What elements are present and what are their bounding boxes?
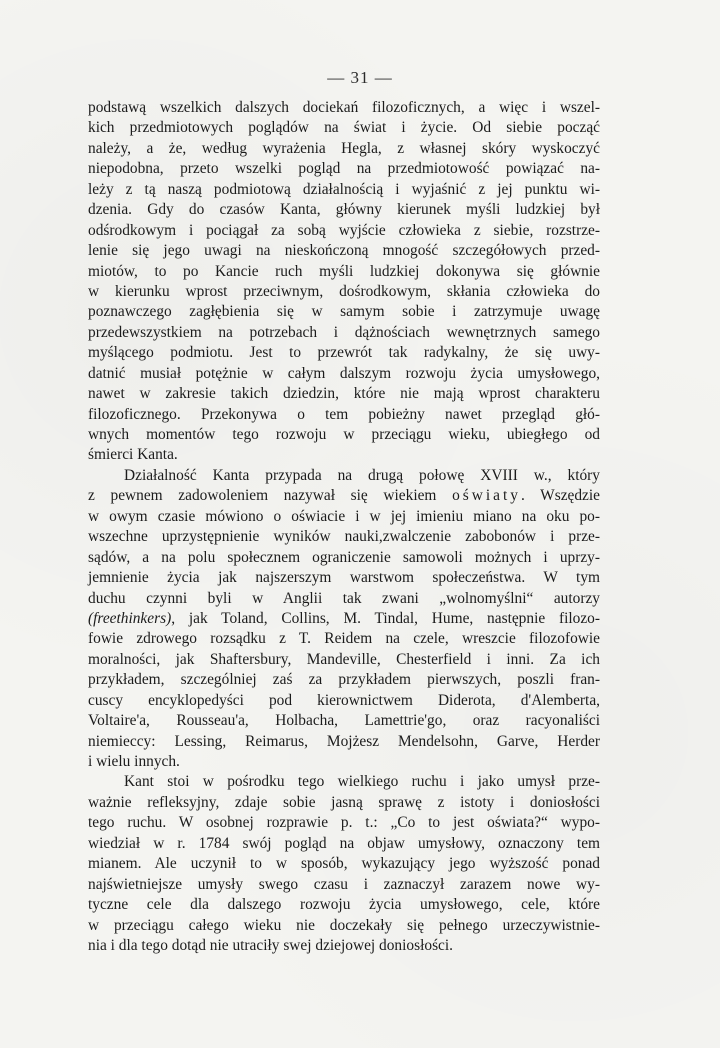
text-line: filozoficznego. Przekonywa o tem pobieżny nawet przegląd głó- [88, 405, 600, 423]
body-text [88, 98, 600, 956]
text-line: Kant stoi w pośrodku tego wielkiego ruchu i jako umysł prze- [124, 773, 600, 791]
text-line: fowie zdrowego rozsądku z T. Reidem na czele, wreszcie filozofowie [88, 630, 600, 648]
text-line: sądów, a na polu społecznem ograniczenie samowoli możnych i uprzy- [88, 548, 600, 566]
text-line: i wielu innych. [88, 753, 180, 770]
text-line: niepodobna, przeto wszelki pogląd na przedmiotowość powiązać na- [88, 160, 600, 178]
text-line: datnić musiał potężnie w całym dalszym rozwoju życia umysłowego, [88, 364, 600, 382]
text-line: tego ruchu. W osobnej rozprawie p. t.: „Co to jest oświata?“ wypo- [88, 814, 600, 832]
text-line: miotów, to po Kancie ruch myśli ludzkiej dokonywa się głównie [88, 262, 600, 280]
text-line: nia i dla tego dotąd nie utraciły swej dziejowej doniosłości. [88, 936, 454, 954]
text-line: należy, a że, według wyrażenia Hegla, z własnej skóry wyskoczyć [88, 139, 600, 157]
text-line: myślącego podmiotu. Jest to przewrót tak radykalny, że się uwy- [88, 344, 600, 362]
text-line [88, 609, 600, 629]
text-line: dzenia. Gdy do czasów Kanta, główny kierunek myśli ludzkiej był [88, 201, 600, 219]
text-line: poznawczego zagłębienia się w samym sobie i zatrzymuje uwagę [88, 303, 600, 321]
text-line: nawet w zakresie takich dziedzin, które nie mają wprost charakteru [88, 385, 600, 403]
text-line: duchu czynni byli w Anglii tak zwani „wolnomyślni“ autorzy [88, 589, 600, 607]
text-segment: z pewnem zadowoleniem nazywał się wiekiem [88, 487, 453, 505]
text-line: podstawą wszelkich dalszych dociekań filozoficznych, a więc i wszel- [88, 99, 600, 116]
text-line: śmierci Kanta. [88, 446, 178, 464]
text-segment: , jak Toland, Collins, M. Tindal, Hume, następnie filozo- [171, 609, 600, 627]
text-line: przedewszystkiem na potrzebach i dążnościach wewnętrznych samego [88, 323, 600, 341]
text-segment: . Wszędzie [520, 487, 600, 505]
text-line: wnych momentów tego rozwoju w przeciągu wieku, ubiegłego od [88, 426, 600, 443]
text-line: moralności, jak Shaftersbury, Mandeville, Chesterfield i inni. Za ich [88, 650, 600, 668]
text-line: najświetniejsze umysły swego czasu i zaznaczył zarazem nowe wy- [88, 875, 600, 893]
text-line: Działalność Kanta przypada na drugą połowę XVIII w., który [124, 466, 600, 484]
text-line: odśrodkowym i pociągał za sobą wyjście człowieka z siebie, rozstrze- [88, 221, 600, 239]
text-line: w owym czasie mówiono o oświacie i w jej imieniu miano na oku po- [88, 507, 600, 525]
text-line: Voltaire'a, Rousseau'a, Holbacha, Lamettrie'go, oraz racyonaliści [88, 712, 600, 730]
page-number: — 31 — [327, 68, 393, 87]
text-line: mianem. Ale uczynił to w sposób, wykazujący jego wyższość ponad [88, 855, 600, 873]
text-line: ważnie refleksyjny, zdaje sobie jasną sprawę z istoty i doniosłości [88, 793, 600, 811]
text-line: lenie się jego uwagi na nieskończoną mnogość szczegółowych przed- [88, 242, 600, 260]
text-line: w kierunku wprost przeciwnym, dośrodkowym, skłania człowieka do [88, 282, 600, 300]
emphasized-word: oświaty [452, 487, 521, 505]
text-line: wiedział w r. 1784 swój pogląd na objaw umysłowy, oznaczony tem [88, 834, 600, 852]
text-line: przykładem, szczególniej zaś za przykładem pierwszych, poszli fran- [88, 671, 600, 689]
text-line: tyczne cele dla dalszego rozwoju życia umysłowego, cele, które [88, 896, 600, 914]
text-line: jemnienie życia jak najszerszym warstwom społeczeństwa. W tym [88, 569, 600, 587]
text-line: leży z tą naszą podmiotową działalnością i wyjaśnić z jej punktu wi- [88, 180, 600, 198]
text-line: cuscy encyklopedyści pod kierownictwem Diderota, d'Alemberta, [88, 691, 600, 709]
text-line: w przeciągu całego wieku nie doczekały się pełnego urzeczywistnie- [88, 916, 600, 934]
text-line: niemieccy: Lessing, Reimarus, Mojżesz Mendelsohn, Garve, Herder [88, 732, 600, 750]
text-line: kich przedmiotowych poglądów na świat i życie. Od siebie począć [88, 119, 600, 137]
text-line: wszechne uprzystępnienie wyników nauki,zwalczenie zabobonów i prze- [88, 528, 600, 546]
italic-term: (freethinkers) [88, 609, 172, 627]
text-line [88, 486, 600, 506]
